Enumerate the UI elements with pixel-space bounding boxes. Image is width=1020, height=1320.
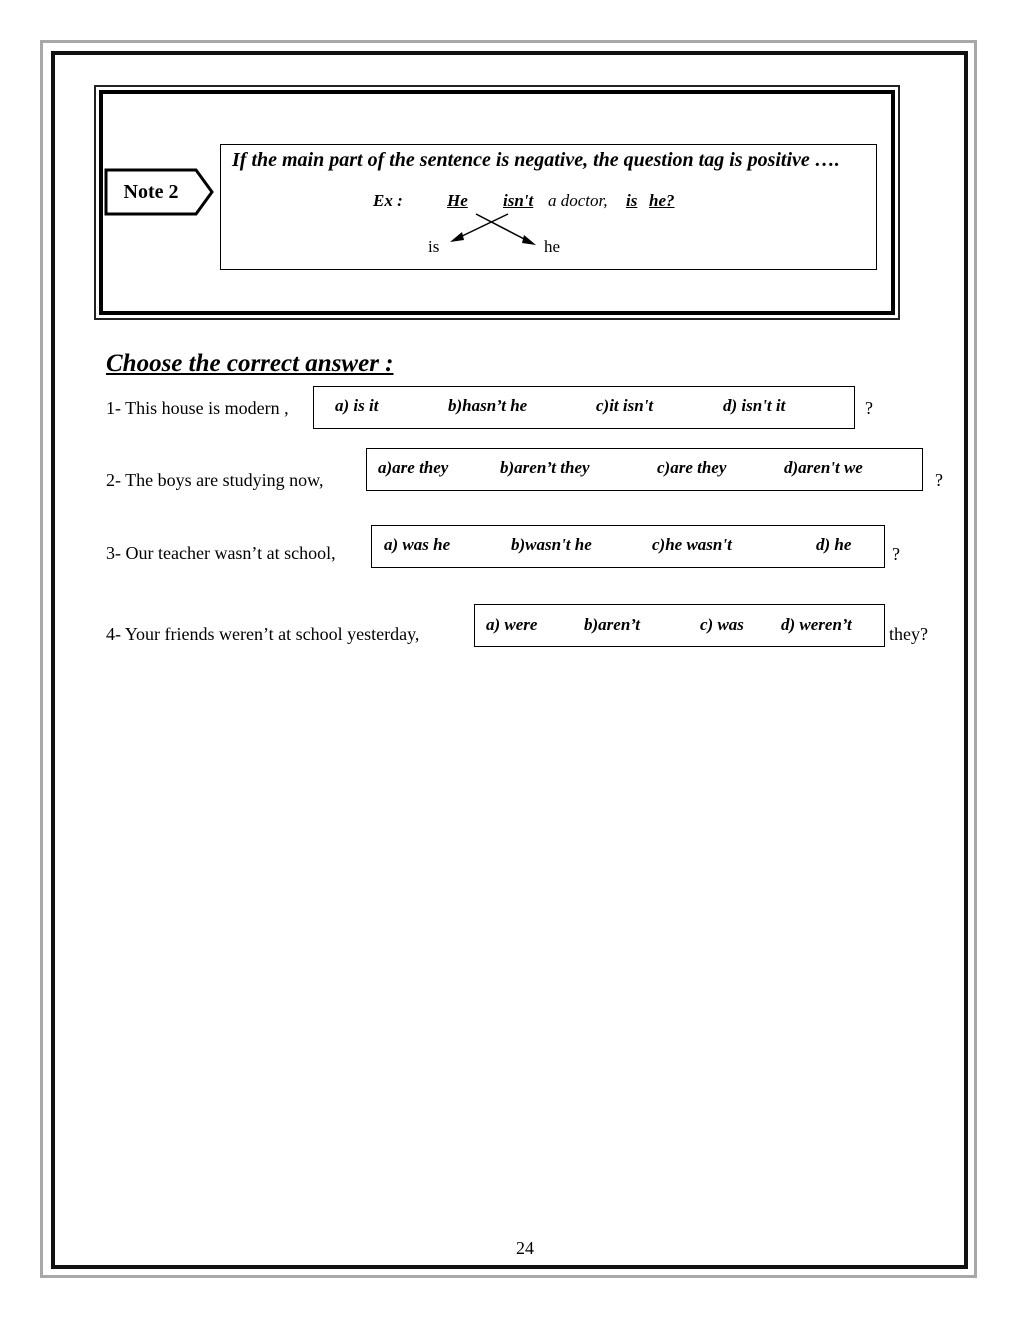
rule-text: If the main part of the sentence is negative, the question tag is positive …. [232, 149, 840, 171]
option[interactable]: b)aren’t [584, 615, 641, 634]
question-end: ? [865, 398, 873, 418]
option[interactable]: b)wasn't he [511, 535, 592, 554]
example-verb: isn't [503, 191, 534, 210]
question-stem: 1- This house is modern , [106, 398, 289, 418]
question-end: they? [889, 624, 928, 644]
question-end: ? [892, 544, 900, 564]
option[interactable]: a)are they [378, 458, 449, 477]
option[interactable]: c)are they [657, 458, 727, 477]
exercise-heading: Choose the correct answer : [106, 350, 394, 377]
option[interactable]: a) is it [335, 396, 379, 415]
question-stem: 3- Our teacher wasn’t at school, [106, 543, 336, 563]
option[interactable]: c) was [700, 615, 744, 634]
option[interactable]: d) he [816, 535, 852, 554]
option[interactable]: a) were [486, 615, 538, 634]
question-stem: 4- Your friends weren’t at school yesterday, [106, 624, 420, 644]
arrow-label-left: is [428, 237, 440, 256]
note-label: Note 2 [123, 181, 179, 203]
arrow-label-right: he [544, 237, 561, 256]
example-tag-verb: is [626, 191, 638, 210]
example-subject: He [447, 191, 468, 210]
crossing-arrows [440, 208, 550, 250]
option[interactable]: d) isn't it [723, 396, 786, 415]
question-end: ? [935, 470, 943, 490]
option[interactable]: c)he wasn't [652, 535, 732, 554]
example-rest: a doctor, [548, 191, 608, 210]
page-number: 24 [516, 1238, 534, 1258]
option[interactable]: d)aren't we [784, 458, 863, 477]
option[interactable]: d) weren’t [781, 615, 852, 634]
example-label: Ex : [373, 191, 403, 210]
option[interactable]: b)hasn’t he [448, 396, 528, 415]
question-stem: 2- The boys are studying now, [106, 470, 324, 490]
option[interactable]: c)it isn't [596, 396, 654, 415]
option[interactable]: b)aren’t they [500, 458, 590, 477]
option[interactable]: a) was he [384, 535, 451, 554]
example-tag-subject: he? [649, 191, 675, 210]
